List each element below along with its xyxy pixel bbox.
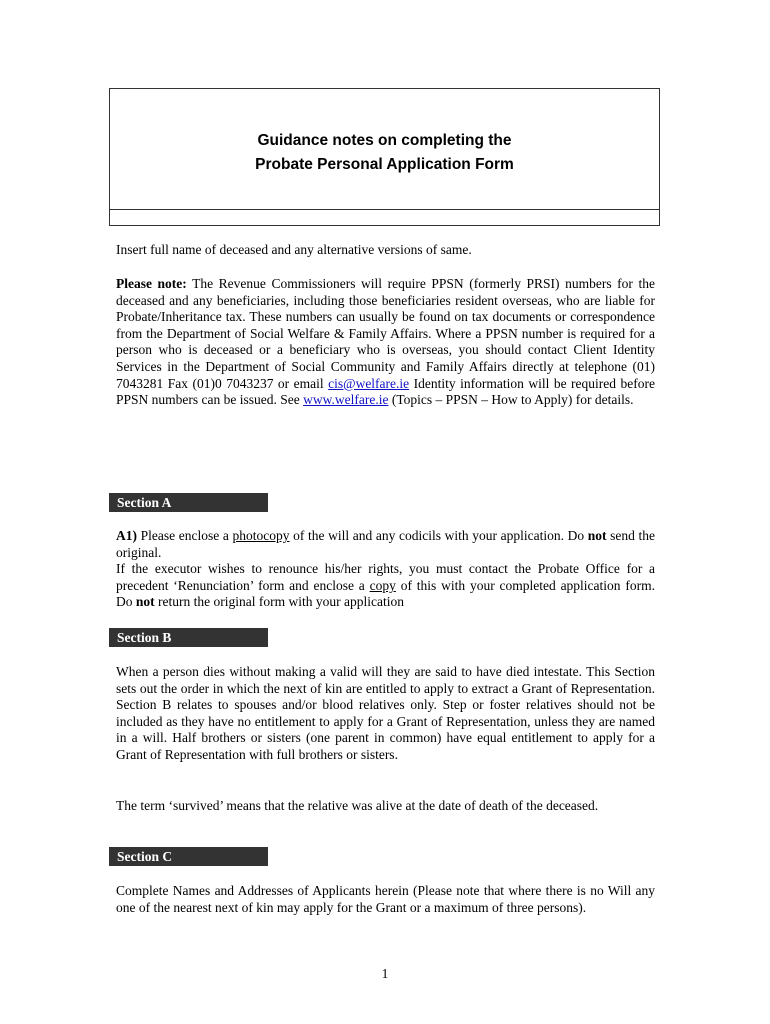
section-a-heading: Section A: [109, 493, 268, 512]
section-c-paragraph: Complete Names and Addresses of Applicants herein (Please note that where there is no Will any one of the nearest next of kin may apply for the Grant or a maximum of three persons).: [116, 883, 655, 915]
a1-text: Please enclose a: [137, 528, 233, 543]
title-strip: [109, 209, 660, 226]
title-box: [109, 88, 660, 210]
note-text: The Revenue Commissioners will require PPSN (formerly PRSI) numbers for the deceased and any beneficiaries, including those beneficiaries resident overseas, who are liable for Probate/Inheritance tax. These numbers can usually be found on tax documents or correspondence from the Department of Social Welfare & Family Affairs. Where a PPSN number is required for a person who is deceased or a beneficiary who is overseas, you should contact Client Identity Services in the Department of Social Community and Family Affairs directly at telephone (01) 7043281 Fax (01)0 7043237 or email: [116, 276, 655, 391]
renounce-text-3: return the original form with your application: [154, 594, 404, 610]
document-title: [110, 129, 659, 177]
section-a-paragraph: [116, 528, 655, 611]
a1-not: not: [587, 528, 607, 543]
a1-label: A1): [116, 528, 137, 543]
please-note-paragraph: [116, 276, 655, 409]
a1-text-3: send the original.: [116, 528, 655, 560]
copy-word: copy: [369, 577, 396, 593]
website-link[interactable]: www.welfare.ie: [303, 392, 389, 408]
renounce-text-2: of this with your completed application form. Do: [116, 577, 655, 610]
title-line-1: Guidance notes on completing the: [257, 132, 512, 149]
insert-name-instruction: Insert full name of deceased and any alternative versions of same.: [116, 242, 472, 257]
email-link[interactable]: cis@welfare.ie: [328, 375, 410, 391]
section-c-heading: Section C: [109, 847, 268, 866]
photocopy-word: photocopy: [232, 528, 290, 543]
section-b-heading: Section B: [109, 628, 268, 647]
section-b-paragraph-2: The term ‘survived’ means that the relative was alive at the date of death of the deceased.: [116, 798, 599, 813]
renounce-not: not: [135, 594, 155, 610]
page-number: 1: [381, 966, 389, 981]
a1-text-2: of the will and any codicils with your application. Do: [289, 528, 588, 543]
please-note-label: Please note:: [116, 276, 187, 291]
renounce-text: If the executor wishes to renounce his/her rights, you must contact the Probate Office for a precedent ‘Renunciation’ form and enclose a: [116, 561, 655, 593]
note-text-2: Identity information will be required before PPSN numbers can be issued. See: [116, 375, 655, 408]
note-text-3: (Topics – PPSN – How to Apply) for details.: [388, 392, 634, 408]
title-line-2: Probate Personal Application Form: [255, 156, 514, 173]
section-b-paragraph-1: When a person dies without making a valid will they are said to have died intestate. This Section sets out the order in which the next of kin are entitled to apply to extract a Grant of Representation. Section B relates to spouses and/or blood relatives only. Step or foster relatives should not be included as they have no entitlement to apply for a Grant of Representation, unless they are named in a will. Half brothers or sisters (one parent in common) have equal entitlement to apply for a Grant of Representation with full brothers or sisters.: [116, 664, 655, 762]
